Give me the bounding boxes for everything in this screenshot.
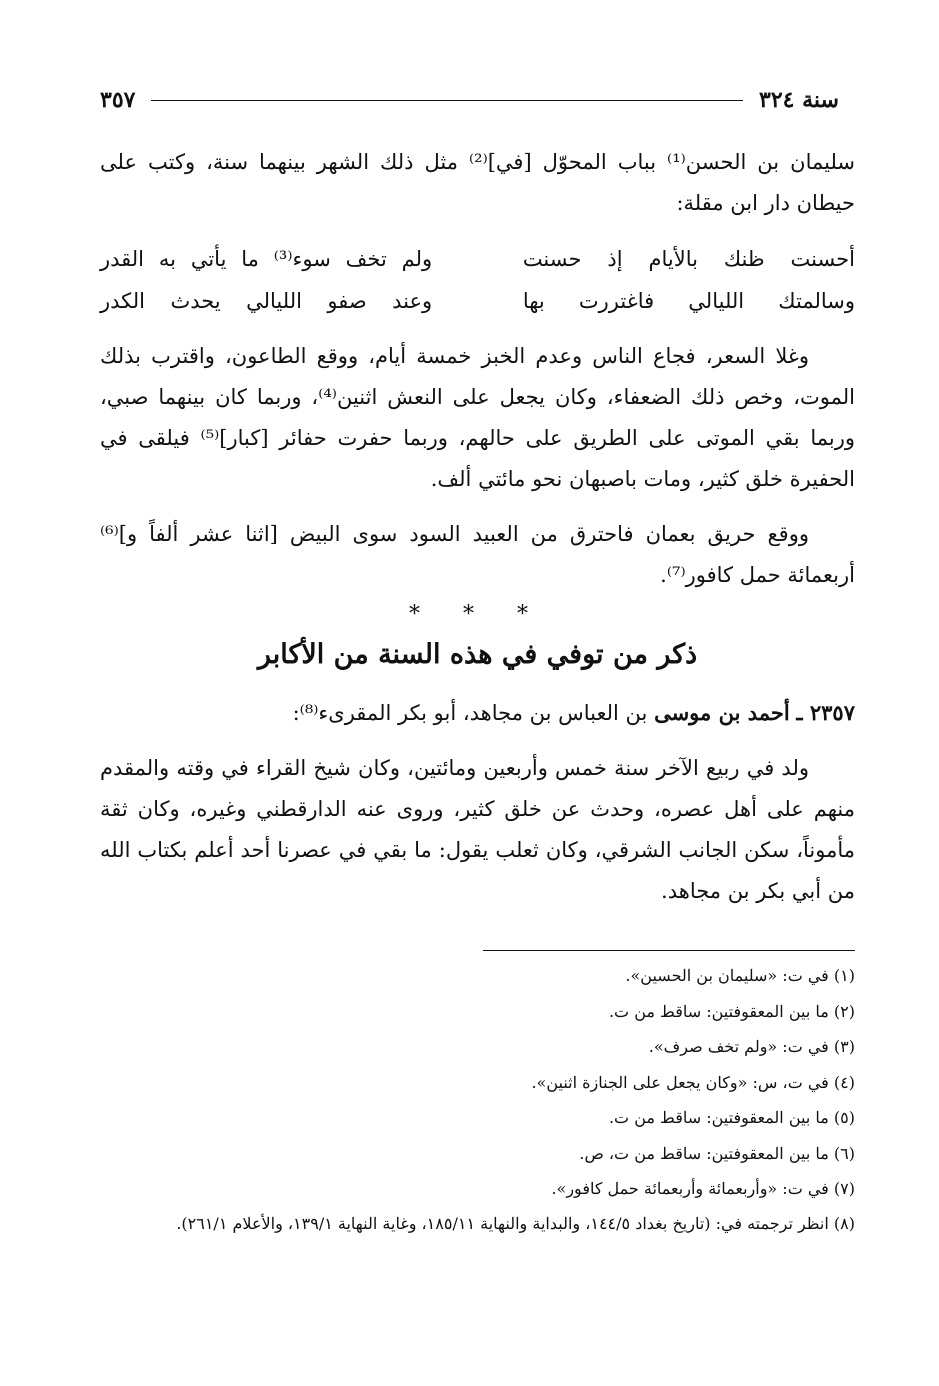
biography-entry-heading bbox=[100, 692, 855, 734]
paragraph-2: وغلا السعر، فجاع الناس وعدم الخبز خمسة أيام، ووقع الطاعون، واقترب بذلك الموت، وخص ذلك الضعفاء، وكان يجعل على النعش اثنين⁽⁴⁾، وربما كان بينهما صبي، وربما بقي الموتى على الطريق على حالهم، وربما حفرت حفائر [كبار]⁽⁵⁾ فيلقى في الحفيرة خلق كثير، ومات باصبهان نحو مائتي ألف. bbox=[100, 344, 855, 491]
entry-name: أحمد بن موسى bbox=[654, 700, 790, 725]
page-header bbox=[100, 80, 839, 120]
entry-number: ٢٣٥٧ ـ bbox=[796, 700, 855, 725]
verse-1-first-hemistich: أحسنت ظنك بالأيام إذ حسنت bbox=[522, 247, 855, 271]
verse-line-2 bbox=[100, 280, 855, 322]
footnote-4: (٤) في ت، س: «وكان يجعل على الجنازة اثنين». bbox=[531, 1072, 855, 1092]
footnote-3: (٣) في ت: «ولم تخف صرف». bbox=[648, 1037, 855, 1056]
footnote-5: (٥) ما بين المعقوفتين: ساقط من ت. bbox=[608, 1108, 855, 1127]
verse-2-first-hemistich: وسالمتك الليالي فاغتررت بها bbox=[522, 289, 855, 313]
footnote-1: (١) في ت: «سليمان بن الحسين». bbox=[625, 966, 855, 985]
verse-2-second-hemistich: وعند صفو الليالي يحدث الكدر bbox=[100, 289, 433, 313]
page-number: ٣٥٧ bbox=[100, 87, 136, 113]
paragraph-3: ووقع حريق بعمان فاحترق من العبيد السود سوى البيض [اثنا عشر ألفاً و]⁽⁶⁾ أربعمائة حمل كافور⁽⁷⁾. bbox=[100, 522, 855, 587]
footnotes bbox=[100, 958, 855, 1241]
paragraph-1: سليمان بن الحسن⁽¹⁾ بباب المحوّل [في]⁽²⁾ مثل ذلك الشهر بينهما سنة، وكتب على حيطان دار ابن مقلة: bbox=[100, 150, 855, 215]
entry-lineage: بن العباس بن مجاهد، أبو بكر المقرىء⁽⁸⁾: bbox=[292, 701, 648, 725]
verse-1-second-hemistich: ولم تخف سوء⁽³⁾ ما يأتي به القدر bbox=[100, 247, 433, 271]
header-rule bbox=[151, 100, 743, 101]
paragraph-4: ولد في ربيع الآخر سنة خمس وأربعين ومائتين، وكان شيخ القراء في وقته والمقدم منهم على أهل عصره، وحدث عن خلق كثير، وروى عنه الدارقطني وغيره، وكان ثقة مأموناً، سكن الجانب الشرقي، وكان ثعلب يقول: ما بقي في عصرنا أحد أعلم بكتاب الله من أبي بكر بن مجاهد. bbox=[100, 756, 855, 903]
verse-line-1 bbox=[100, 238, 855, 280]
footnote-8: (٨) انظر ترجمته في: (تاريخ بغداد ١٤٤/٥، والبداية والنهاية ١٨٥/١١، وغاية النهاية ١٣٩/١، والأعلام ٢٦١/١). bbox=[176, 1213, 855, 1233]
main-text bbox=[100, 142, 855, 912]
running-head-year: سنة ٣٢٤ bbox=[759, 87, 839, 113]
section-title: ذكر من توفي في هذه السنة من الأكابر bbox=[257, 639, 698, 670]
footnote-6: (٦) ما بين المعقوفتين: ساقط من ت، ص. bbox=[579, 1143, 855, 1163]
footnote-7: (٧) في ت: «وأربعمائة وأربعمائة حمل كافور». bbox=[551, 1179, 855, 1198]
section-separator: * * * bbox=[409, 602, 546, 627]
footnote-2: (٢) ما بين المعقوفتين: ساقط من ت. bbox=[608, 1001, 855, 1021]
footnote-divider bbox=[483, 950, 855, 951]
